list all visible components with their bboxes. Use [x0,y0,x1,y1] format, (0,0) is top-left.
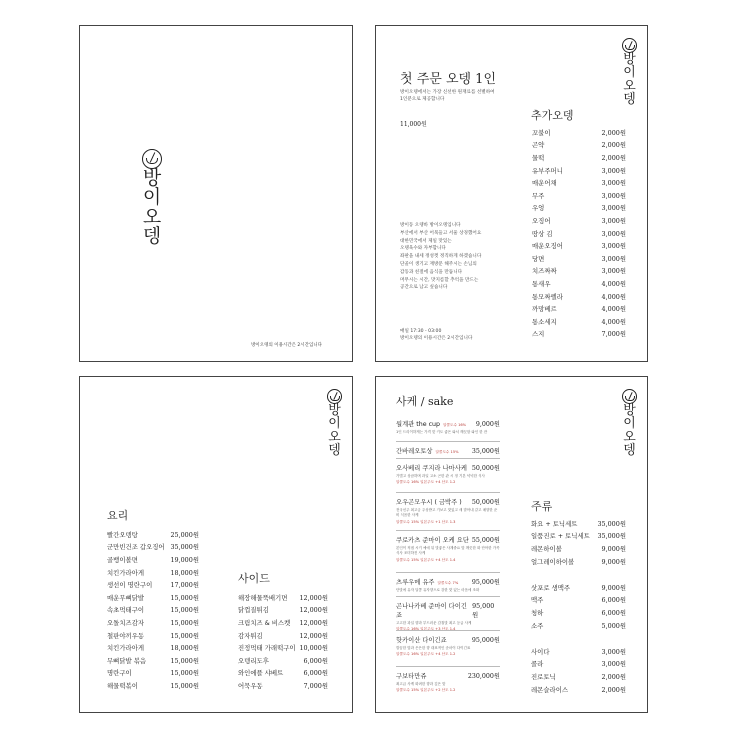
sake-price: 50,000원 [471,499,500,506]
sake-item-header [396,419,500,428]
menu-item-name: 매운어채 [532,179,557,188]
menu-item-name: 물떡 [532,153,545,162]
menu-item-name: 철판야끼우동 [107,631,145,640]
menu-item-price: 2,000원 [601,685,626,694]
hours-note: 방이오뎅의 이용시간은 2시간입니다 [400,336,473,342]
menu-page-oden [375,25,648,362]
sake-name-wrap [396,419,466,428]
oden-bowl-icon [622,38,637,53]
sake-name: 오우곤모우시 ( 금박주 ) [396,499,462,506]
menu-item [107,667,199,680]
dishes-list [107,528,199,692]
sake-price: 230,000원 [467,673,500,680]
menu-item [107,654,199,667]
menu-item-price: 15,000원 [170,593,199,602]
story-line: 부산에서 부산 어묵들고 서울 상경했어요 [400,230,482,236]
sake-item [396,601,500,632]
sake-price: 35,000원 [471,448,500,455]
sake-item-header [396,635,500,644]
menu-item [107,553,199,566]
sake-item [396,577,500,593]
menu-item-price: 3,000원 [601,204,626,213]
oden-bowl-icon [327,389,342,404]
menu-item [532,189,626,202]
sake-description: 가볍고 상큼하며 과일 고소 곤한 관 시 정 기본 넉넉한 식사 [396,474,485,478]
menu-item-price: 18,000원 [170,568,199,577]
brand-char: 오 [328,429,341,445]
menu-item [531,645,626,658]
dishes-title: 요리 [107,509,129,522]
menu-item [238,667,328,680]
sides-title: 사이드 [238,572,270,585]
menu-item [532,176,626,189]
brand-char: 뎅 [623,91,636,107]
sake-divider [396,492,500,493]
menu-item-price: 7,000원 [303,681,328,690]
sake-name-wrap [396,463,467,472]
menu-item-price: 12,000원 [299,606,328,615]
menu-item [532,290,626,303]
menu-item-name: 치킨가라아게 [107,644,145,653]
menu-item-name: 오뎅리도후 [238,656,269,665]
sake-item-header [396,601,500,619]
brand-char: 방 [142,167,162,189]
menu-item-price: 7,000원 [601,330,626,339]
menu-item-price: 3,000원 [601,242,626,251]
sake-price: 95,000원 [472,603,495,619]
menu-item-price: 35,000원 [170,543,199,552]
brand-char: 오 [142,205,162,228]
menu-item [531,542,626,555]
menu-item [532,151,626,164]
menu-item [107,629,199,642]
menu-item-price: 3,000원 [601,166,626,175]
sake-name-wrap [396,497,462,506]
menu-item-price: 15,000원 [170,606,199,615]
menu-item-name: 치즈짜짜 [532,267,557,276]
menu-item-price: 2,000원 [601,672,626,681]
cover-footer: 방이오뎅의 이용시간은 2시간입니다 [251,343,322,348]
menu-item [107,679,199,692]
menu-item-price: 18,000원 [170,644,199,653]
menu-item [532,126,626,139]
menu-item [531,517,626,530]
menu-item-name: 우엉 [532,204,545,213]
set-description [400,89,495,103]
menu-item-price: 15,000원 [170,681,199,690]
sake-divider [396,572,500,573]
sake-description: 1인 드리이하게는 가격 맞 키도 좋은 와서 깨끗함 와인 한 잔 [396,430,488,434]
menu-item-price: 9,000원 [601,557,626,566]
menu-item-price: 15,000원 [170,669,199,678]
menu-item [532,139,626,152]
sake-name-wrap [396,671,426,680]
sake-divider [396,666,500,667]
menu-item-price: 9,000원 [601,544,626,553]
menu-item [531,670,626,683]
brand-char: 방 [328,403,341,418]
menu-item-price: 6,000원 [601,608,626,617]
story-line: 오뎅육수와 자부합니다 [400,246,446,252]
menu-item-name: 사이다 [531,647,550,656]
menu-item-price: 3,000원 [601,191,626,200]
menu-page-dishes [79,376,353,713]
menu-item-price: 15,000원 [170,656,199,665]
menu-item-name: 감자튀김 [238,631,263,640]
menu-item [531,530,626,543]
menu-item [532,277,626,290]
menu-item [107,528,199,541]
menu-item-price: 35,000원 [597,519,626,528]
sake-name: 구보타만쥬 [396,673,427,680]
brand-logo [622,389,637,457]
sake-specs: 알콜도수 15% 일본주도 +2 산도 1.2 [396,688,456,693]
brand-char: 오 [623,78,636,94]
sake-specs: 알콜도수 15% 일본주도 +4 산도 1.4 [396,557,456,562]
menu-item [238,679,328,692]
menu-item [531,619,626,632]
sake-price: 95,000원 [471,579,500,586]
sake-item [396,635,500,657]
menu-item-name: 생선이 명란구이 [107,581,153,590]
menu-item-name: 치킨가라아게 [107,568,145,577]
menu-item-name: 오징어 [532,216,551,225]
menu-item-name: 진로토닉 [531,672,556,681]
menu-item-price: 19,000원 [170,555,199,564]
menu-item-name: 와인에플 샤베트 [238,669,284,678]
sake-name: 쿠로카츠 준마이 오케 요단 [396,537,469,544]
menu-item-name: 군만빈건조 갑오징어 [107,543,165,552]
sake-item-header [396,577,500,586]
menu-item-price: 4,000원 [601,279,626,288]
menu-item-price: 3,000원 [601,216,626,225]
sake-price: 50,000원 [471,465,500,472]
menu-item [531,594,626,607]
menu-item-price: 6,000원 [601,596,626,605]
hours-text: 매일 17:30 - 03:00 [400,329,442,334]
sides-list [238,591,328,692]
menu-item-name: 통소세지 [532,317,557,326]
sake-description: 고고한 과일 향과 부드러운 감칠맛 최고 등급 사케 [396,621,472,625]
hours-block [400,328,472,342]
story-line: 감동과 친절에 음식을 만듭니다 [400,269,463,275]
menu-item [532,239,626,252]
menu-item-name: 화요 + 토닉세트 [531,519,578,528]
brand-char: 오 [623,429,636,445]
sake-abv: 알콜도수 16% [443,423,467,427]
menu-item [238,629,328,642]
menu-item-price: 5,000원 [601,621,626,630]
sake-description: 깔끔한 맛과 은은한 향 대표적인 준마이 다이긴죠 [396,646,471,650]
sake-name: 츠루우메 유주 [396,579,435,586]
menu-item-price: 25,000원 [170,530,199,539]
sake-divider [396,530,500,531]
menu-item [531,683,626,696]
set-desc-line: 1인분으로 제공합니다 [400,97,445,103]
menu-item-price: 12,000원 [299,618,328,627]
menu-item-price: 2,000원 [601,153,626,162]
menu-item [238,641,328,654]
menu-item-name: 매운무뼈닭발 [107,593,145,602]
menu-item-price: 4,000원 [601,305,626,314]
menu-item-name: 스지 [532,330,545,339]
menu-item [532,164,626,177]
menu-item-name: 빨간오뎅탕 [107,530,138,539]
menu-item-price: 9,000원 [601,583,626,592]
menu-item [532,302,626,315]
sake-divider [396,596,500,597]
menu-item-name: 무주 [532,191,545,200]
sake-divider [396,630,500,631]
menu-item-name: 삿포로 생맥주 [531,583,571,592]
menu-item-price: 15,000원 [170,618,199,627]
menu-item [531,658,626,671]
sake-name: 핫카이산 다이긴죠 [396,637,447,644]
menu-item-name: 레몬슬라이스 [531,685,569,694]
menu-item-name: 해장해물뚝배기면 [238,593,288,602]
menu-item [238,616,328,629]
menu-item [107,641,199,654]
story-line: 방이동 오뎅바 방이오뎅입니다 [400,223,461,228]
sake-item-header [396,446,500,455]
menu-item [532,328,626,341]
menu-item-price: 6,000원 [303,656,328,665]
sake-item [396,671,500,693]
menu-item-price: 12,000원 [299,593,328,602]
menu-item-name: 맥주 [531,596,544,605]
drinks-group [531,581,626,631]
menu-item-price: 3,000원 [601,267,626,276]
menu-item [531,555,626,568]
brand-logo [142,149,162,247]
menu-item-name: 명란구이 [107,669,132,678]
sake-name-wrap [396,535,469,544]
menu-page-drinks [375,376,648,713]
menu-item [107,591,199,604]
menu-item [531,581,626,594]
menu-item-name: 무뼈닭발 볶음 [107,656,147,665]
menu-item-name: 얼그레이하이볼 [531,557,575,566]
story-line: 좌판을 내세 정성껏 정직하게 하겠습니다 [400,254,482,260]
menu-item-price: 4,000원 [601,292,626,301]
story-block [400,222,481,292]
sake-price: 95,000원 [471,637,500,644]
menu-item [532,265,626,278]
sake-divider [396,458,500,459]
menu-item-name: 곤약 [532,141,545,150]
sake-abv: 알콜도수 15% [435,450,459,454]
cover-page [79,25,353,362]
sake-item [396,446,500,455]
menu-item-name: 청하 [531,608,544,617]
sake-item-header [396,497,500,506]
brand-char: 이 [623,65,636,81]
menu-item [107,578,199,591]
sake-description: 본인이 직접 시키 예에 뒤 맛좋은 사계중요 맛 깨끗한 화 단아한 가족 식사 조미하진 사케 [396,546,500,556]
sake-name: 곤나나카베 준마이 다이긴죠 [396,603,467,619]
set-title: 첫 주문 오뎅 1인 [400,72,497,87]
brand-char: 이 [142,186,162,209]
menu-item-price: 35,000원 [597,532,626,541]
menu-item [107,604,199,617]
sake-name: 오사베리 쿠지라 나마사케 [396,465,467,472]
menu-item-name: 당면 [532,254,545,263]
story-line: 공간으로 남고 싶습니다 [400,285,448,291]
menu-item-name: 어묵우동 [238,681,263,690]
sake-abv: 알콜도수 7% [437,581,459,585]
extra-oden-title: 추가오뎅 [531,109,574,122]
sake-specs: 알콜도수 16% 일본주도 +4 산도 1.2 [396,652,456,657]
sake-item [396,463,500,485]
menu-item [532,227,626,240]
sake-item [396,497,500,525]
sake-item [396,535,500,563]
brand-char: 이 [623,416,636,432]
menu-item-name: 속초먹태구이 [107,606,145,615]
menu-item-price: 3,000원 [601,229,626,238]
brand-char: 뎅 [623,442,636,458]
menu-item-name: 매운오징어 [532,242,563,251]
menu-item [107,566,199,579]
sake-divider [396,441,500,442]
sake-item-header [396,463,500,472]
sake-specs: 알콜도수 16% 일본주도 +4 산도 1.2 [396,480,456,485]
menu-item [531,606,626,619]
sake-item-header [396,671,500,680]
menu-item-price: 10,000원 [299,644,328,653]
menu-item-name: 통모짜렐라 [532,292,563,301]
menu-item-name: 오돌치즈감자 [107,618,145,627]
brand-char: 뎅 [142,225,162,248]
sake-name-wrap [396,601,472,619]
menu-item-price: 3,000원 [601,179,626,188]
sake-title: 사케 / sake [396,395,454,408]
story-line: 단골이 생기고 재방문 해주시는 손님의 [400,261,477,267]
sake-name: 월계관 the cup [396,421,441,428]
menu-item-name: 일품진로 + 토닉세트 [531,532,590,541]
sake-price: 9,000원 [475,421,500,428]
story-line: 머무시는 시간, 맛지름할 추억을 만드는 [400,277,479,283]
menu-item-name: 골뱅이볼면 [107,555,138,564]
sake-item [396,419,500,435]
drinks-title: 주류 [531,500,553,513]
brand-char: 뎅 [328,442,341,458]
menu-item-name: 닭껍질튀김 [238,606,269,615]
menu-item [238,604,328,617]
story-line: 대한민국에서 제일 맛있는 [400,238,452,244]
menu-item-price: 15,000원 [170,631,199,640]
sake-description: 최고급 사케 화려한 향과 깊은 맛 [396,682,446,686]
sake-specs: 알콜도수 16% 일본주도 +3 산도 1.4 [396,627,456,632]
menu-item-name: 콜라 [531,660,544,669]
sake-description: 단맛에 유자 달콤 유자향으로 강한 맛 있는 마음에 조화 [396,588,480,592]
menu-item-name: 해물떡볶이 [107,681,138,690]
sake-item-header [396,535,500,544]
oden-bowl-icon [622,389,637,404]
set-price: 11,000원 [400,121,427,128]
menu-item [238,654,328,667]
menu-item [107,616,199,629]
extra-oden-list [532,126,626,340]
menu-item-price: 3,000원 [601,647,626,656]
brand-logo [622,38,637,106]
menu-item-price: 12,000원 [299,631,328,640]
sake-price: 55,000원 [471,537,500,544]
menu-item [532,315,626,328]
sake-name-wrap [396,577,458,586]
brand-char: 방 [623,52,636,67]
drinks-group [531,645,626,695]
menu-item-name: 땅상 김 [532,229,553,238]
sake-name-wrap [396,635,447,644]
brand-logo [327,389,342,457]
sake-name-wrap [396,446,459,455]
menu-item-name: 소주 [531,621,544,630]
menu-item-name: 크림치즈 & 비스켓 [238,618,291,627]
menu-item-price: 6,000원 [303,669,328,678]
menu-item-name: 까망베르 [532,305,557,314]
menu-item [107,541,199,554]
oden-bowl-icon [142,149,162,169]
menu-item-price: 3,000원 [601,660,626,669]
brand-char: 방 [623,403,636,418]
menu-item-price: 2,000원 [601,128,626,137]
menu-item-price: 17,000원 [170,581,199,590]
menu-item [238,591,328,604]
menu-item [532,214,626,227]
brand-char: 이 [328,416,341,432]
menu-item-price: 3,000원 [601,254,626,263]
menu-item-name: 꼬불이 [532,128,551,137]
set-desc-line: 방이오뎅에서는 가장 신선한 원재료를 선별하여 [400,90,495,95]
menu-item-name: 유부주머니 [532,166,563,175]
menu-item [532,252,626,265]
sake-specs: 알콜도수 15% 일본주도 +1 산도 1.3 [396,519,456,524]
sake-name: 간바레오토상 [396,448,433,455]
drinks-group [531,517,626,567]
menu-item-name: 통새우 [532,279,551,288]
menu-item [532,202,626,215]
menu-item-name: 진정먹태 가래떡구이 [238,644,296,653]
sake-description: 전국신주 최고금 주상받고 기보고 맛있고 새 맡아내 같고 매향한 준비 식음한 사케 [396,508,498,518]
menu-item-price: 2,000원 [601,141,626,150]
menu-item-name: 레몬하이볼 [531,544,562,553]
menu-item-price: 4,000원 [601,317,626,326]
